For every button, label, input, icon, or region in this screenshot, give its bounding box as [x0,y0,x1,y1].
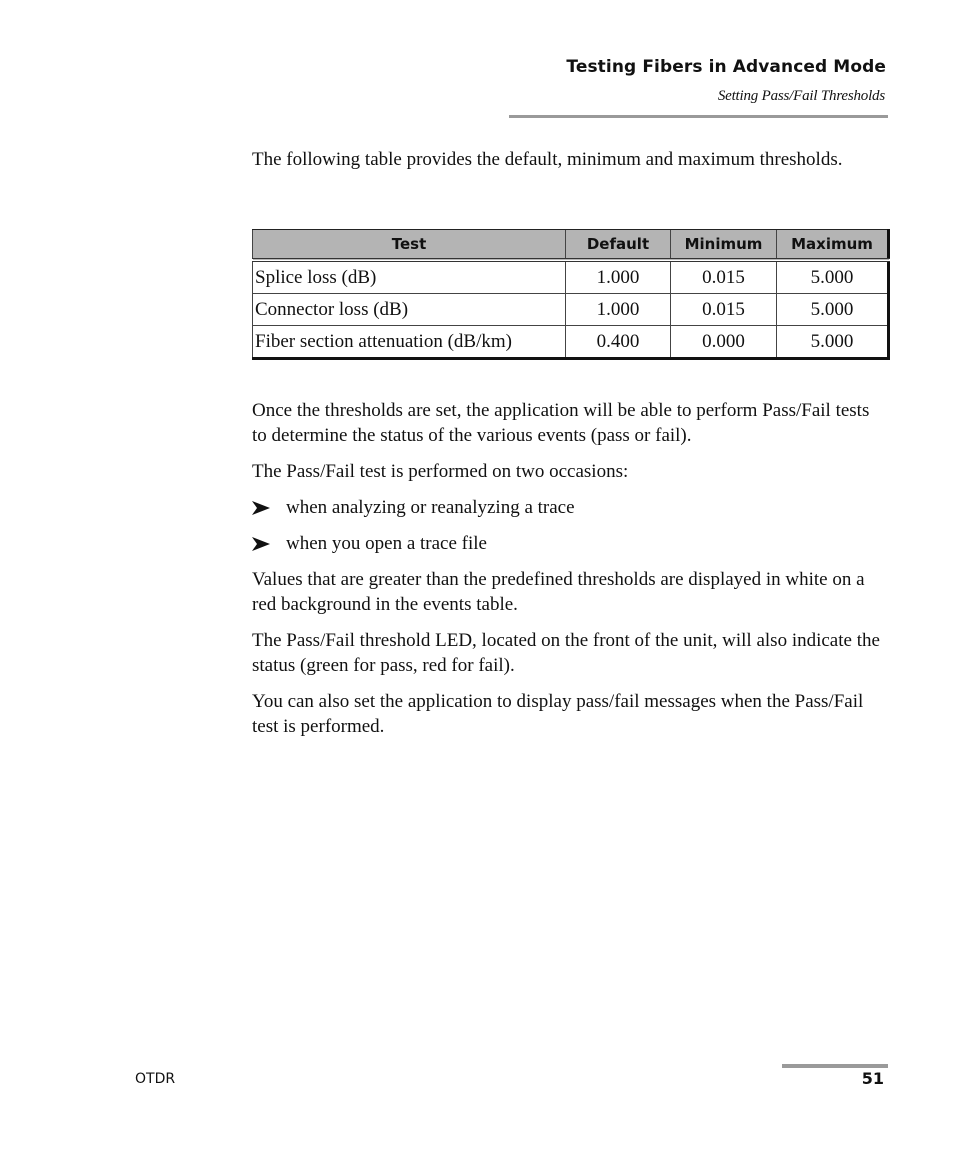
list-item [252,531,888,556]
cell-maximum: 5.000 [777,260,889,294]
body-section [252,398,888,750]
table-header-row [253,230,889,261]
cell-minimum: 0.000 [671,326,777,359]
paragraph-led: The Pass/Fail threshold LED, located on the front of the unit, will also indicate the status (green for pass, red for fail). [252,630,880,676]
cell-default: 1.000 [566,294,671,326]
paragraph-thresholds-set: Once the thresholds are set, the application will be able to perform Pass/Fail tests to determine the status of the various events (pass or fail). [252,400,870,446]
column-header-default: Default [566,230,671,261]
thresholds-table [252,229,890,360]
running-header-title: Testing Fibers in Advanced Mode [566,57,886,77]
header-rule [509,115,888,118]
cell-test: Connector loss (dB) [253,294,566,326]
intro-paragraph: The following table provides the default, minimum and maximum thresholds. [252,149,843,170]
table-row [253,326,889,359]
page-number: 51 [861,1069,884,1088]
cell-minimum: 0.015 [671,294,777,326]
cell-test: Fiber section attenuation (dB/km) [253,326,566,359]
arrow-bullet-icon [252,531,286,551]
column-header-test: Test [253,230,566,261]
cell-default: 1.000 [566,260,671,294]
list-item [252,495,888,520]
paragraph-messages: You can also set the application to display pass/fail messages when the Pass/Fail test is performed. [252,691,864,737]
cell-test: Splice loss (dB) [253,260,566,294]
paragraph-values-display: Values that are greater than the predefined thresholds are displayed in white on a red background in the events table. [252,569,865,615]
list-item-text: when you open a trace file [286,533,487,554]
cell-minimum: 0.015 [671,260,777,294]
footer-product: OTDR [135,1071,176,1087]
list-item-text: when analyzing or reanalyzing a trace [286,497,575,518]
cell-maximum: 5.000 [777,294,889,326]
running-header-subtitle: Setting Pass/Fail Thresholds [717,88,885,104]
cell-maximum: 5.000 [777,326,889,359]
column-header-maximum: Maximum [777,230,889,261]
thresholds-table-container [252,229,888,360]
table-row [253,260,889,294]
table-row [253,294,889,326]
arrow-bullet-icon [252,495,286,515]
paragraph-occasions: The Pass/Fail test is performed on two occasions: [252,461,629,482]
cell-default: 0.400 [566,326,671,359]
footer-rule [782,1064,888,1068]
column-header-minimum: Minimum [671,230,777,261]
